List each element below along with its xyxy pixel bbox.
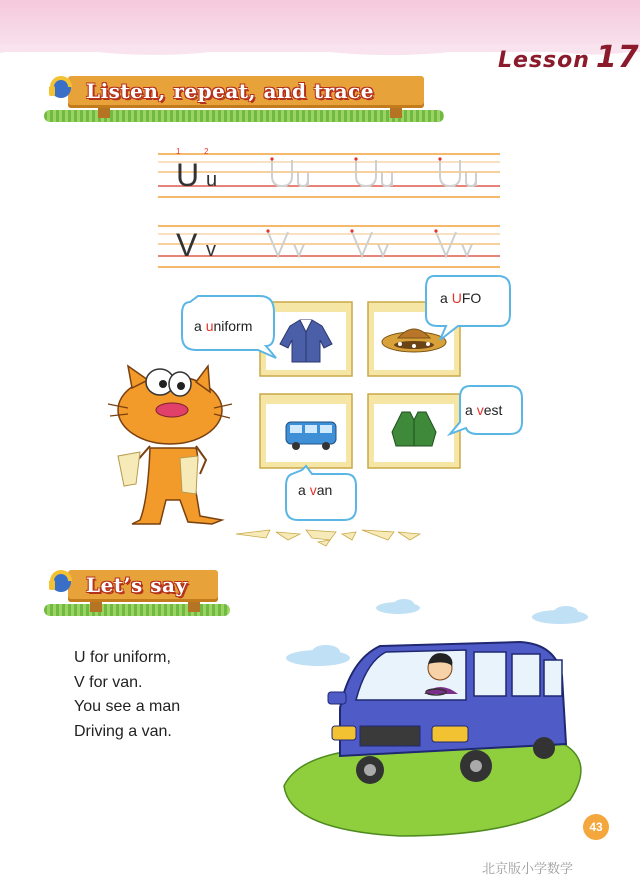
poem-line: V for van. <box>74 673 143 691</box>
section-title: Listen, repeat, and trace <box>86 79 375 103</box>
poem-line: Driving a van. <box>74 722 172 740</box>
cloud-icon <box>286 645 350 666</box>
section-title: Let’s say <box>86 573 188 597</box>
model-letter-upper-u: U <box>176 157 200 193</box>
lesson-number: 17 <box>595 40 640 75</box>
page-number-badge: 43 <box>583 814 609 840</box>
stroke-order-2: 2 <box>204 147 209 156</box>
grass-hill <box>284 742 581 836</box>
model-letter-lower-u: u <box>206 169 218 191</box>
bubble-uniform-label: a uniform <box>194 318 253 334</box>
bubble-vest-label: a vest <box>465 402 503 418</box>
lesson-word: Lesson <box>498 48 590 73</box>
bubble-van-label: a van <box>298 482 333 498</box>
stroke-order-1: 1 <box>176 147 181 156</box>
watermark-text: 北京版小学数学 <box>482 862 574 877</box>
model-letter-upper-v: V <box>176 227 198 263</box>
bubble-ufo-label: a UFO <box>440 290 482 306</box>
cloud-icon <box>532 606 588 624</box>
poem-line: You see a man <box>74 698 181 715</box>
poem-line: U for uniform, <box>74 649 171 666</box>
cloud-icon <box>376 599 420 614</box>
model-letter-lower-v: v <box>206 239 216 261</box>
